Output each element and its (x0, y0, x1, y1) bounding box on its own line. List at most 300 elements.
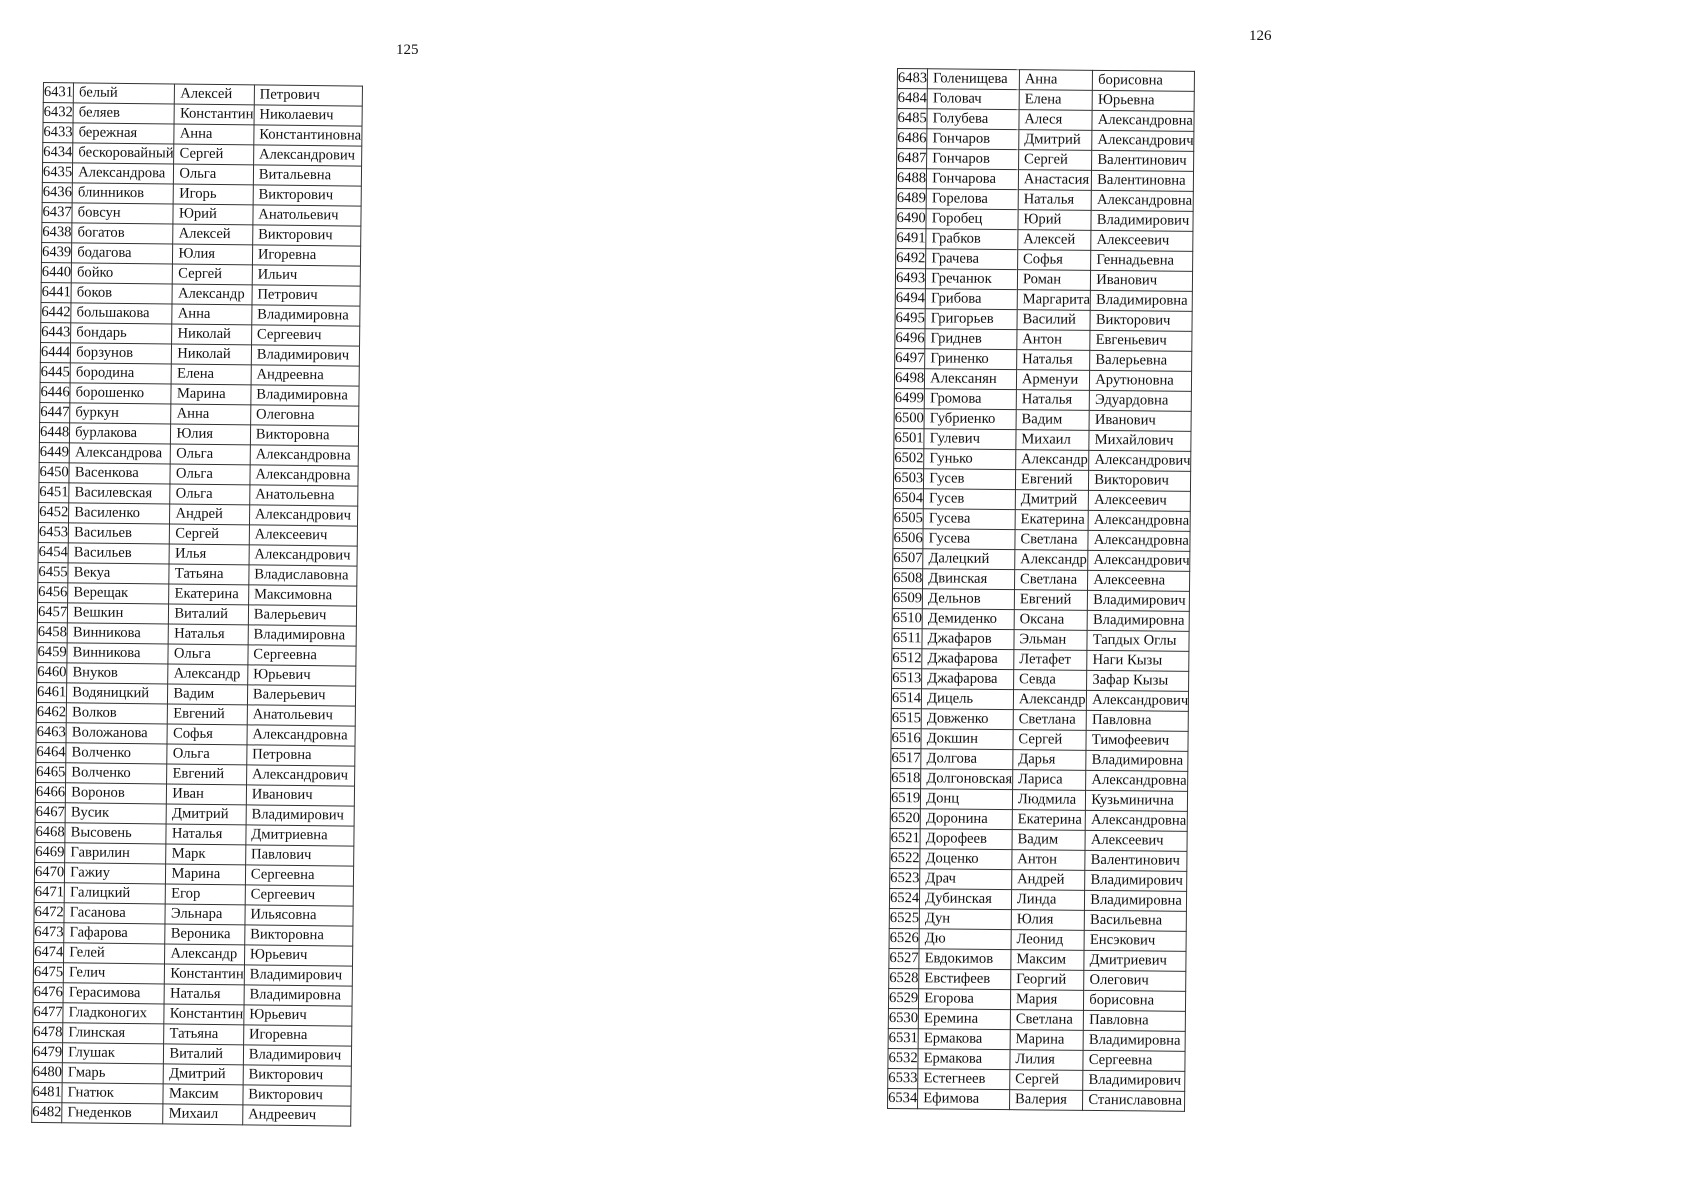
first-name-cell: Ольга (171, 444, 251, 465)
patronymic-cell: Геннадьевна (1091, 250, 1193, 271)
patronymic-cell: Иванович (246, 785, 354, 806)
record-number: 6506 (893, 528, 923, 548)
surname-cell: Ефимова (918, 1089, 1010, 1110)
record-number: 6490 (896, 208, 926, 228)
first-name-cell: Дмитрий (164, 1064, 244, 1085)
patronymic-cell: Владимировна (1090, 290, 1192, 311)
surname-cell: Двинская (923, 569, 1015, 590)
patronymic-cell: Тимофеевич (1086, 730, 1188, 751)
table-row (895, 288, 1192, 311)
first-name-cell: Марина (171, 384, 251, 405)
record-number: 6451 (39, 482, 69, 502)
first-name-cell: Егор (166, 884, 246, 905)
record-number: 6469 (35, 842, 65, 862)
first-name-cell: Антон (1017, 330, 1091, 351)
first-name-cell: Юрий (173, 204, 253, 225)
record-number: 6443 (41, 322, 71, 342)
record-number: 6445 (40, 362, 70, 382)
first-name-cell: Максим (163, 1084, 243, 1105)
record-number: 6492 (896, 248, 926, 268)
record-number: 6508 (893, 568, 923, 588)
table-row (896, 208, 1193, 231)
first-name-cell: Севда (1013, 670, 1087, 691)
first-name-cell: Евгений (1014, 590, 1088, 611)
patronymic-cell: Александровна (247, 725, 355, 746)
first-name-cell: Лариса (1012, 770, 1086, 791)
patronymic-cell: Константиновна (254, 125, 362, 146)
patronymic-cell: Викторович (243, 1065, 351, 1086)
first-name-cell: Дарья (1013, 750, 1087, 771)
table-row (893, 528, 1190, 551)
table-row (893, 568, 1190, 591)
patronymic-cell: Алексеевич (249, 525, 357, 546)
record-number: 6456 (38, 582, 68, 602)
patronymic-cell: Александровна (1085, 810, 1187, 831)
record-number: 6482 (32, 1102, 62, 1122)
patronymic-cell: Павловна (1086, 710, 1188, 731)
first-name-cell: Софья (167, 724, 247, 745)
surname-cell: Волченко (66, 763, 167, 784)
patronymic-cell: Анатольевич (247, 705, 355, 726)
first-name-cell: Эльнара (165, 904, 245, 925)
record-number: 6532 (888, 1048, 918, 1068)
first-name-cell: Александр (168, 664, 248, 685)
table-row (894, 388, 1191, 411)
patronymic-cell: Валентиновна (1092, 170, 1194, 191)
surname-cell: бережная (73, 123, 174, 144)
surname-cell: Дю (919, 929, 1011, 950)
surname-cell: Громова (924, 389, 1016, 410)
first-name-cell: Екатерина (1015, 510, 1089, 531)
surname-cell: Григорьев (925, 309, 1017, 330)
surname-cell: Герасимова (63, 983, 164, 1004)
first-name-cell: Анастасия (1018, 170, 1092, 191)
patronymic-cell: Сергеевна (1083, 1050, 1185, 1071)
record-number: 6522 (890, 848, 920, 868)
patronymic-cell: Александровна (1088, 510, 1190, 531)
record-number: 6530 (888, 1008, 918, 1028)
table-row (893, 468, 1190, 491)
surname-cell: Гриненко (925, 349, 1017, 370)
record-number: 6438 (42, 222, 72, 242)
patronymic-cell: борисовна (1084, 990, 1186, 1011)
first-name-cell: Светлана (1013, 710, 1087, 731)
surname-cell: Дицель (922, 689, 1014, 710)
surname-cell: Губриенко (924, 409, 1016, 430)
first-name-cell: Сергей (1010, 1070, 1084, 1091)
patronymic-cell: Дмитриевна (246, 825, 354, 846)
first-name-cell: Роман (1017, 270, 1091, 291)
surname-cell: Вешкин (68, 603, 169, 624)
first-name-cell: Наталья (1016, 390, 1090, 411)
record-number: 6471 (34, 882, 64, 902)
surname-cell: Доронина (920, 809, 1012, 830)
table-row (889, 908, 1186, 931)
surname-cell: Еремина (918, 1009, 1010, 1030)
surname-cell: Гафарова (64, 923, 165, 944)
table-row (897, 149, 1194, 172)
surname-cell: Грачева (926, 249, 1018, 270)
page-number: 125 (396, 42, 419, 58)
patronymic-cell: Владимировна (1083, 1030, 1185, 1051)
first-name-cell: Ольга (170, 484, 250, 505)
patronymic-cell: Владимировна (1087, 610, 1189, 631)
patronymic-cell: Владиславовна (249, 565, 357, 586)
table-row (891, 748, 1188, 771)
record-number: 6470 (34, 862, 64, 882)
first-name-cell: Андрей (1012, 870, 1086, 891)
surname-cell: бойко (71, 263, 172, 284)
record-number: 6500 (894, 408, 924, 428)
surname-cell: Евстифеев (919, 969, 1011, 990)
surname-cell: Васильев (68, 523, 169, 544)
surname-cell: Грабков (926, 229, 1018, 250)
first-name-cell: Алеся (1019, 110, 1093, 131)
first-name-cell: Михаил (1016, 430, 1090, 451)
record-number: 6440 (41, 262, 71, 282)
patronymic-cell: Арутюновна (1090, 370, 1192, 391)
first-name-cell: Екатерина (169, 584, 249, 605)
record-number: 6454 (38, 542, 68, 562)
patronymic-cell: Станиславовна (1083, 1090, 1185, 1111)
patronymic-cell: Евгеньевич (1090, 330, 1192, 351)
patronymic-cell: Витальевна (253, 165, 361, 186)
first-name-cell: Иван (167, 784, 247, 805)
first-name-cell: Александр (1016, 450, 1090, 471)
record-number: 6504 (893, 488, 923, 508)
patronymic-cell: Петрович (252, 285, 360, 306)
surname-cell: Дорофеев (920, 829, 1012, 850)
record-number: 6441 (41, 282, 71, 302)
patronymic-cell: Александрович (1088, 550, 1190, 571)
first-name-cell: Наталья (169, 624, 249, 645)
record-number: 6534 (888, 1088, 918, 1108)
surname-cell: Гусев (924, 469, 1016, 490)
first-name-cell: Вадим (168, 684, 248, 705)
first-name-cell: Светлана (1014, 570, 1088, 591)
patronymic-cell: Викторович (1089, 470, 1191, 491)
surname-cell: бородина (70, 363, 171, 384)
record-number: 6437 (42, 202, 72, 222)
patronymic-cell: Игоревна (243, 1025, 351, 1046)
patronymic-cell: Валерьевич (248, 605, 356, 626)
table-row (890, 788, 1187, 811)
record-number: 6466 (35, 782, 65, 802)
record-number: 6486 (897, 129, 927, 149)
first-name-cell: Эльман (1014, 630, 1088, 651)
record-number: 6487 (897, 149, 927, 169)
patronymic-cell: Сергеевна (248, 645, 356, 666)
surname-cell: Гречанюк (926, 269, 1018, 290)
record-number: 6501 (894, 428, 924, 448)
first-name-cell: Сергей (1013, 730, 1087, 751)
patronymic-cell: Викторович (253, 185, 361, 206)
record-number: 6464 (36, 742, 66, 762)
patronymic-cell: Васильевна (1084, 910, 1186, 931)
patronymic-cell: Александрович (246, 765, 354, 786)
first-name-cell: Алексей (1018, 230, 1092, 251)
first-name-cell: Наталья (166, 824, 246, 845)
record-number: 6511 (892, 628, 922, 648)
surname-cell: Гусева (923, 529, 1015, 550)
first-name-cell: Юлия (171, 424, 251, 445)
patronymic-cell: Владимирович (243, 1045, 351, 1066)
surname-cell: Голубева (927, 109, 1019, 130)
surname-cell: большакова (71, 303, 172, 324)
patronymic-cell: Владимировна (1085, 890, 1187, 911)
table-row (889, 948, 1186, 971)
patronymic-cell: Владимирович (1085, 870, 1187, 891)
first-name-cell: Виталий (169, 604, 249, 625)
surname-cell: Гунько (924, 449, 1016, 470)
surname-cell: Гелей (64, 943, 165, 964)
table-row (897, 69, 1194, 92)
surname-cell: Грибова (925, 289, 1017, 310)
patronymic-cell: Игоревна (252, 245, 360, 266)
table-row (888, 988, 1185, 1011)
record-number: 6446 (40, 382, 70, 402)
patronymic-cell: Викторович (1090, 310, 1192, 331)
surname-cell: Воронов (66, 783, 167, 804)
record-number: 6465 (36, 762, 66, 782)
patronymic-cell: Владимирович (1088, 590, 1190, 611)
patronymic-cell: Андреевич (243, 1105, 351, 1126)
surname-cell: Джафаров (922, 629, 1014, 650)
patronymic-cell: Тапдых Оглы (1087, 630, 1189, 651)
surname-cell: Винникова (67, 623, 168, 644)
first-name-cell: Вадим (1012, 830, 1086, 851)
patronymic-cell: Анатольевич (253, 205, 361, 226)
first-name-cell: Илья (169, 544, 249, 565)
record-number: 6493 (895, 268, 925, 288)
patronymic-cell: Викторович (252, 225, 360, 246)
surname-cell: Гончаров (927, 149, 1019, 170)
patronymic-cell: Юрьевна (1092, 90, 1194, 111)
patronymic-cell: Владимирович (244, 965, 352, 986)
record-number: 6463 (36, 722, 66, 742)
surname-cell: Васильев (68, 543, 169, 564)
first-name-cell: Летафет (1014, 650, 1088, 671)
first-name-cell: Андрей (170, 504, 250, 525)
table-row (895, 268, 1192, 291)
patronymic-cell: Петровна (247, 745, 355, 766)
record-number: 6447 (40, 402, 70, 422)
first-name-cell: Сергей (170, 524, 250, 545)
surname-cell: белый (73, 83, 174, 104)
surname-cell: Векуа (68, 563, 169, 584)
first-name-cell: Марина (166, 864, 246, 885)
first-name-cell: Татьяна (164, 1024, 244, 1045)
first-name-cell: Арменуи (1016, 370, 1090, 391)
first-name-cell: Михаил (163, 1104, 243, 1125)
record-number: 6513 (892, 668, 922, 688)
patronymic-cell: Владимировна (244, 985, 352, 1006)
first-name-cell: Юрий (1018, 210, 1092, 231)
surname-cell: Головач (927, 89, 1019, 110)
first-name-cell: Максим (1011, 950, 1085, 971)
first-name-cell: Виталий (164, 1044, 244, 1065)
surname-cell: бескоровайный (73, 143, 174, 164)
first-name-cell: Сергей (1018, 150, 1092, 171)
patronymic-cell: борисовна (1093, 70, 1195, 91)
table-row (895, 308, 1192, 331)
record-number: 6496 (895, 328, 925, 348)
record-number: 6472 (34, 902, 64, 922)
record-number: 6478 (33, 1022, 63, 1042)
surname-cell: Гажиу (65, 863, 166, 884)
surname-cell: Гончарова (927, 169, 1019, 190)
surname-cell: Галицкий (64, 883, 165, 904)
patronymic-cell: Юрьевич (244, 1005, 352, 1026)
table-row (890, 848, 1187, 871)
patronymic-cell: Валерьевна (1090, 350, 1192, 371)
first-name-cell: Вероника (165, 924, 245, 945)
patronymic-cell: Ильясовна (245, 905, 353, 926)
first-name-cell: Линда (1011, 890, 1085, 911)
record-number: 6527 (889, 948, 919, 968)
surname-cell: Дельнов (922, 589, 1014, 610)
table-row (895, 348, 1192, 371)
table-row (892, 588, 1189, 611)
surname-cell: Верещак (68, 583, 169, 604)
first-name-cell: Алексей (173, 224, 253, 245)
record-number: 6498 (894, 368, 924, 388)
surname-cell: Далецкий (923, 549, 1015, 570)
table-row (893, 548, 1190, 571)
patronymic-cell: Сергеевна (245, 865, 353, 886)
table-row (897, 89, 1194, 112)
patronymic-cell: Александровна (250, 465, 358, 486)
patronymic-cell: Иванович (1089, 410, 1191, 431)
table-row (892, 668, 1189, 691)
patronymic-cell: Владимировна (248, 625, 356, 646)
first-name-cell: Ольга (167, 744, 247, 765)
surname-cell: Дубинская (920, 889, 1012, 910)
record-number: 6462 (36, 702, 66, 722)
patronymic-cell: Алексеевич (1085, 830, 1187, 851)
patronymic-cell: Павлович (245, 845, 353, 866)
patronymic-cell: Ильич (252, 265, 360, 286)
surname-cell: Евдокимов (919, 949, 1011, 970)
first-name-cell: Марк (166, 844, 246, 865)
patronymic-cell: Николаевич (254, 105, 362, 126)
first-name-cell: Дмитрий (1015, 490, 1089, 511)
table-row (896, 228, 1193, 251)
table-row (889, 888, 1186, 911)
first-name-cell: Дмитрий (1019, 130, 1093, 151)
table-row (888, 1008, 1185, 1031)
record-number: 6459 (37, 642, 67, 662)
record-number: 6529 (888, 988, 918, 1008)
first-name-cell: Игорь (174, 184, 254, 205)
surname-cell: Долгоновская (921, 769, 1013, 790)
first-name-cell: Юлия (1011, 910, 1085, 931)
surname-cell: Гнеденков (62, 1103, 163, 1124)
patronymic-cell: Анатольевна (250, 485, 358, 506)
patronymic-cell: Енсэкович (1084, 930, 1186, 951)
surname-cell: Гусева (923, 509, 1015, 530)
first-name-cell: Маргарита (1017, 290, 1091, 311)
first-name-cell: Николай (172, 324, 252, 345)
record-number: 6461 (36, 682, 66, 702)
record-number: 6480 (32, 1062, 62, 1082)
patronymic-cell: Викторовна (245, 925, 353, 946)
table-row (892, 628, 1189, 651)
record-number: 6434 (43, 143, 73, 163)
record-number: 6520 (890, 808, 920, 828)
record-number: 6448 (39, 422, 69, 442)
record-number: 6505 (893, 508, 923, 528)
record-number: 6433 (43, 123, 73, 143)
table-row (891, 708, 1188, 731)
surname-cell: Вусик (65, 803, 166, 824)
page-number: 126 (1249, 28, 1272, 44)
table-row (889, 968, 1186, 991)
first-name-cell: Константин (164, 1004, 244, 1025)
surname-cell: Глушак (63, 1043, 164, 1064)
first-name-cell: Александр (1013, 690, 1087, 711)
surname-cell: Гусев (923, 489, 1015, 510)
record-number: 6502 (894, 448, 924, 468)
first-name-cell: Алексей (175, 84, 255, 105)
surname-cell: Василенко (69, 503, 170, 524)
surname-cell: Гмарь (62, 1063, 163, 1084)
surname-cell: Ермакова (918, 1049, 1010, 1070)
surname-cell: Воложанова (66, 723, 167, 744)
patronymic-cell: Сергеевич (245, 885, 353, 906)
patronymic-cell: Владимирович (251, 345, 359, 366)
first-name-cell: Евгений (1015, 470, 1089, 491)
patronymic-cell: Алексеевич (1089, 490, 1191, 511)
first-name-cell: Антон (1012, 850, 1086, 871)
surname-cell: Дун (919, 909, 1011, 930)
first-name-cell: Евгений (167, 764, 247, 785)
table-row (896, 169, 1193, 192)
surname-cell: Глинская (63, 1023, 164, 1044)
record-number: 6442 (41, 302, 71, 322)
record-number: 6477 (33, 1002, 63, 1022)
patronymic-cell: Александровна (1092, 110, 1194, 131)
record-number: 6494 (895, 288, 925, 308)
first-name-cell: Светлана (1015, 530, 1089, 551)
first-name-cell: Елена (171, 364, 251, 385)
surname-cell: Донц (921, 789, 1013, 810)
record-number: 6519 (890, 788, 920, 808)
surname-cell: Васенкова (69, 463, 170, 484)
table-row (891, 688, 1188, 711)
patronymic-cell: Сергеевич (251, 325, 359, 346)
patronymic-cell: Андреевна (251, 365, 359, 386)
patronymic-cell: Юрьевич (244, 945, 352, 966)
surname-cell: бодагова (72, 243, 173, 264)
record-number: 6457 (37, 602, 67, 622)
patronymic-cell: Наги Кызы (1087, 650, 1189, 671)
first-name-cell: Ольга (168, 644, 248, 665)
surname-cell: Гончаров (927, 129, 1019, 150)
table-row (888, 1088, 1185, 1111)
patronymic-cell: Алексеевна (1088, 570, 1190, 591)
roster-table-right (887, 68, 1195, 1112)
first-name-cell: Дмитрий (166, 804, 246, 825)
surname-cell: Голенищева (927, 69, 1019, 90)
record-number: 6503 (893, 468, 923, 488)
first-name-cell: Евгений (168, 704, 248, 725)
first-name-cell: Леонид (1011, 930, 1085, 951)
patronymic-cell: Зафар Кызы (1087, 670, 1189, 691)
record-number: 6476 (33, 982, 63, 1002)
surname-cell: Гаврилин (65, 843, 166, 864)
surname-cell: Драч (920, 869, 1012, 890)
